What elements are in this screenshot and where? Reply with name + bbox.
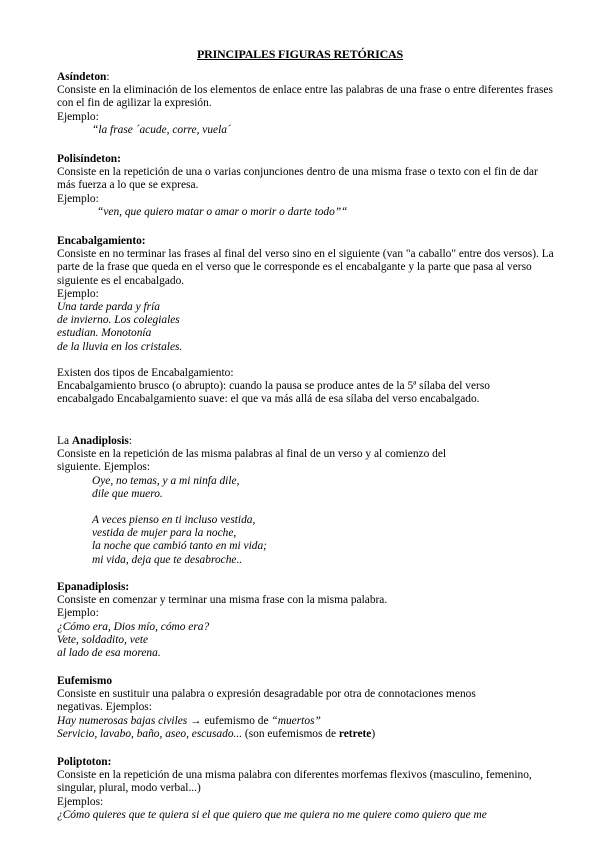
body-line: singular, plural, modo verbal...) xyxy=(57,782,201,795)
body-line: Consiste en sustituir una palabra o expresión desagradable por otra de connotaciones menos xyxy=(57,688,476,701)
anadiplosis-poem-2 xyxy=(57,514,557,567)
body-line: Consiste en comenzar y terminar una misma frase con la misma palabra. xyxy=(57,594,388,607)
section-heading: Polisíndeton: xyxy=(57,153,121,165)
example-text: “la frase ´acude, corre, vuela´ xyxy=(92,123,231,136)
poem-line: Oye, no temas, y a mi ninfa dile, xyxy=(92,474,240,487)
poem-line: A veces pienso en ti incluso vestida, xyxy=(92,514,256,526)
poem-line: vestida de mujer para la noche, xyxy=(92,527,237,540)
poem-line: de la lluvia en los cristales. xyxy=(57,340,183,353)
section-heading: Epanadiplosis: xyxy=(57,581,130,593)
section-encabalgamiento xyxy=(57,235,557,354)
section-epanadiplosis xyxy=(57,581,557,660)
ejemplo-label: Ejemplo: xyxy=(57,110,99,123)
body-line: parte de la frase que queda en el verso que le corresponde es el encabalgante y la parte que pasa al verso xyxy=(57,261,532,274)
ejemplo-label: Ejemplo: xyxy=(57,287,99,300)
body-line: más fuerza a lo que se expresa. xyxy=(57,179,199,192)
section-heading: Encabalgamiento: xyxy=(57,235,146,247)
ejemplo-label: Ejemplo: xyxy=(57,192,99,205)
section-poliptoton xyxy=(57,756,557,822)
example-line: Hay numerosas bajas civiles → eufemismo de “muertos” xyxy=(57,714,321,727)
section-asindeton xyxy=(57,71,557,137)
section-heading: Poliptoton: xyxy=(57,756,112,768)
body-line: con el fin de agilizar la expresión. xyxy=(57,97,212,110)
body-line: Consiste en la repetición de una o varias conjunciones dentro de una misma frase o texto con el fin de dar xyxy=(57,166,538,179)
encabalgamiento-types xyxy=(57,367,557,407)
ejemplo-label: Ejemplo: xyxy=(57,607,99,620)
section-heading: Asíndeton: xyxy=(57,71,110,83)
body-line: siguiente es el encabalgado. xyxy=(57,274,185,287)
poem-line: dile que muero. xyxy=(92,487,163,500)
poem-line: estudian. Monotonía xyxy=(57,327,152,340)
example-line: Servicio, lavabo, baño, aseo, escusado... (son eufemismos de retrete) xyxy=(57,727,376,740)
body-line: Consiste en la repetición de las misma palabras al final de un verso y al comienzo del xyxy=(57,448,447,461)
poem-line: de invierno. Los colegiales xyxy=(57,314,180,327)
example-text: ¿Cómo quieres que te quiera si el que quiero que me quiera no me quiere como quiero que me xyxy=(57,808,487,821)
body-line: Consiste en la repetición de una misma palabra con diferentes morfemas flexivos (masculino, femenino, xyxy=(57,769,532,782)
types-line: Encabalgamiento brusco (o abrupto): cuando la pausa se produce antes de la 5ª sílaba del verso xyxy=(57,380,490,393)
poem-line: al lado de esa morena. xyxy=(57,647,161,660)
body-line: Consiste en la eliminación de los elementos de enlace entre las palabras de una frase o entre diferentes frases xyxy=(57,84,553,97)
types-line: encabalgado Encabalgamiento suave: el que va más allá de esa sílaba del verso encabalgado. xyxy=(57,393,480,406)
example-text: “ven, que quiero matar o amar o morir o darte todo”“ xyxy=(97,205,348,218)
section-heading: La Anadiplosis: xyxy=(57,435,133,447)
poem-line: Vete, soldadito, vete xyxy=(57,633,149,646)
body-line: negativas. Ejemplos: xyxy=(57,701,152,714)
page-title: PRINCIPALES FIGURAS RETÓRICAS xyxy=(196,47,403,61)
poem-line: Una tarde parda y fría xyxy=(57,301,160,314)
section-polisindeton xyxy=(57,153,557,219)
types-intro: Existen dos tipos de Encabalgamiento: xyxy=(57,367,234,379)
poem-line: ¿Cómo era, Dios mío, cómo era? xyxy=(57,620,210,633)
poem-line: mi vida, deja que te desabroche.. xyxy=(92,553,243,566)
body-line: Consiste en no terminar las frases al final del verso sino en el siguiente (van "a caballo" entre dos versos). La xyxy=(57,248,554,261)
section-heading: Eufemismo xyxy=(57,675,113,687)
poem-line: la noche que cambió tanto en mi vida; xyxy=(92,540,267,553)
section-eufemismo xyxy=(57,675,557,741)
body-line: siguiente. Ejemplos: xyxy=(57,461,151,474)
ejemplo-label: Ejemplos: xyxy=(57,795,104,808)
section-anadiplosis xyxy=(57,435,557,501)
